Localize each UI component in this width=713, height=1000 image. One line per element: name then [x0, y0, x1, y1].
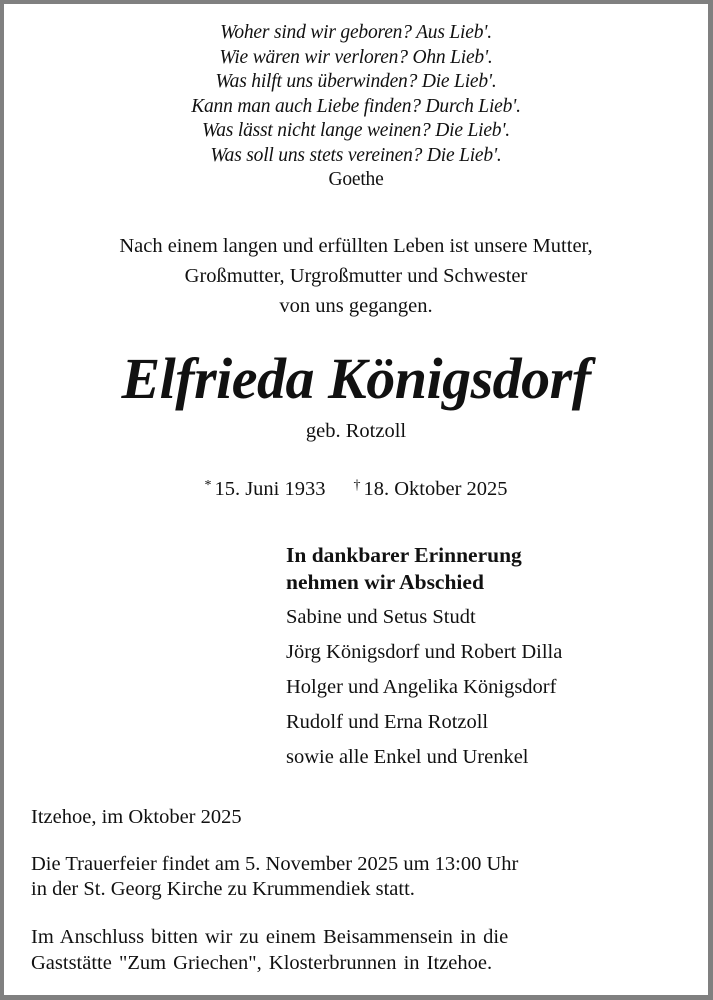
gathering-info	[31, 924, 508, 976]
intro-line: von uns gegangen.	[279, 295, 433, 317]
poem-line: Kann man auch Liebe finden? Durch Lieb'.	[191, 95, 521, 117]
gathering-line: Gaststätte "Zum Griechen", Klosterbrunnen in Itzehoe.	[31, 952, 493, 974]
mourner-name: Jörg Königsdorf und Robert Dilla	[286, 641, 563, 663]
ceremony-line: Die Trauerfeier findet am 5. November 2025 um 13:00 Uhr	[31, 853, 519, 875]
poem-line: Woher sind wir geboren? Aus Lieb'.	[220, 22, 492, 43]
mourner-name: sowie alle Enkel und Urenkel	[286, 746, 529, 768]
mourners-heading-line: In dankbarer Erinnerung	[286, 543, 522, 567]
intro-line: Großmutter, Urgroßmutter und Schwester	[184, 265, 528, 287]
intro-text	[4, 231, 708, 321]
ceremony-info	[31, 852, 518, 902]
obituary-notice	[4, 4, 708, 995]
mourners-block	[286, 542, 562, 775]
poem-line: Was lässt nicht lange weinen? Die Lieb'.	[202, 120, 510, 141]
intro-line: Nach einem langen und erfüllten Leben ist unsere Mutter,	[119, 235, 593, 257]
poem-line: Wie wären wir verloren? Ohn Lieb'.	[219, 46, 493, 68]
death-date: 18. Oktober 2025	[363, 478, 508, 500]
poem-line: Was hilft uns überwinden? Die Lieb'.	[215, 71, 497, 92]
poem-author: Goethe	[328, 169, 384, 190]
goethe-poem	[4, 21, 708, 193]
maiden-name: geb. Rotzoll	[305, 420, 407, 442]
gathering-line: Im Anschluss bitten wir zu einem Beisammensein in die	[31, 926, 509, 948]
place-date: Itzehoe, im Oktober 2025	[31, 806, 242, 828]
birth-date: 15. Juni 1933	[214, 478, 326, 500]
ceremony-line: in der St. Georg Kirche zu Krummendiek statt.	[31, 878, 415, 900]
mourner-name: Rudolf und Erna Rotzoll	[286, 711, 489, 733]
mourners-heading	[286, 542, 562, 596]
poem-line: Was soll uns stets vereinen? Die Lieb'.	[210, 144, 502, 166]
deceased-name: Elfrieda Königsdorf	[121, 346, 591, 411]
mourners-heading-line: nehmen wir Abschied	[286, 570, 484, 594]
birth-star-icon: *	[204, 478, 212, 493]
life-dates	[4, 473, 708, 502]
mourner-name: Sabine und Setus Studt	[286, 606, 476, 628]
mourner-name: Holger und Angelika Königsdorf	[286, 676, 557, 698]
death-cross-icon: †	[353, 478, 361, 493]
